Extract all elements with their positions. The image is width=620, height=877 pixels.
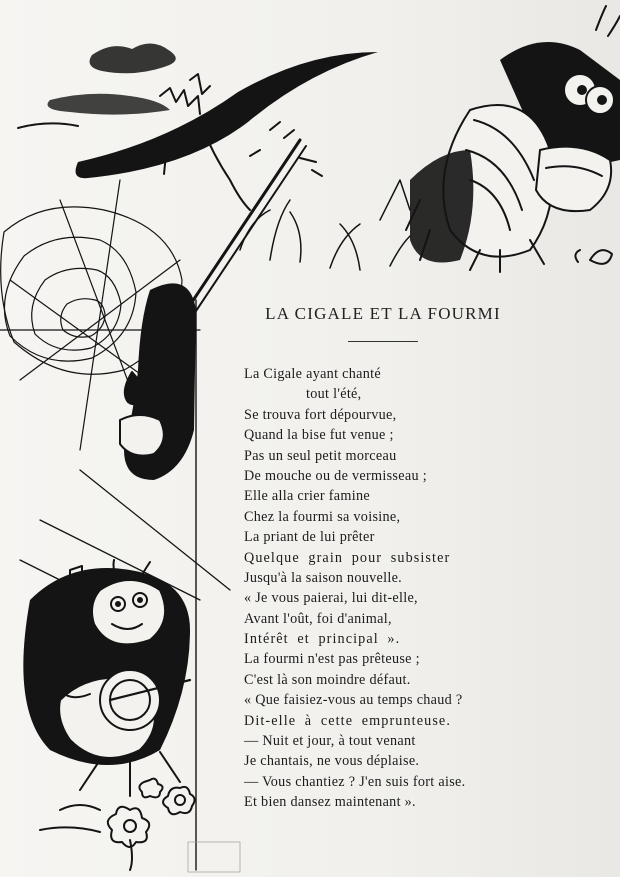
poem-line: tout l'été,	[306, 386, 362, 403]
cloud-icon	[18, 43, 176, 128]
poem-line: Se trouva fort dépourvue,	[244, 406, 397, 423]
poem-line: Quelque grain pour subsister	[244, 549, 451, 566]
poem-line: De mouche ou de vermisseau ;	[244, 467, 427, 484]
leaf-icon	[575, 250, 612, 264]
poem-line: Chez la fourmi sa voisine,	[244, 508, 401, 525]
poem-line: Jusqu'à la saison nouvelle.	[244, 569, 403, 586]
poem-line: Dit-elle à cette emprunteuse.	[244, 712, 451, 729]
poem-line: Et bien dansez maintenant ».	[244, 794, 416, 811]
poem-line: Quand la bise fut venue ;	[244, 427, 394, 444]
title-divider	[348, 341, 418, 342]
poem-line: « Je vous paierai, lui dit-elle,	[244, 590, 418, 607]
poem-line: Elle alla crier famine	[244, 488, 370, 505]
poem-line: C'est là son moindre défaut.	[244, 671, 411, 688]
poem-line: — Vous chantiez ? J'en suis fort aise.	[244, 773, 466, 790]
cicada-icon	[23, 560, 190, 796]
poem-line: La fourmi n'est pas prêteuse ;	[244, 651, 420, 668]
poem-line: La priant de lui prêter	[244, 529, 375, 546]
poem-line: Je chantais, ne vous déplaise.	[244, 753, 420, 770]
poem-line: Pas un seul petit morceau	[244, 447, 397, 464]
poem-line: — Nuit et jour, à tout venant	[244, 733, 416, 750]
poem-line: Intérêt et principal ».	[244, 631, 401, 648]
flower-icon	[40, 779, 195, 870]
poem-line: Avant l'oût, foi d'animal,	[244, 610, 392, 627]
poem-line: La Cigale ayant chanté	[244, 366, 381, 382]
poem-line: « Que faisiez-vous au temps chaud ?	[244, 692, 463, 709]
poem-title: LA CIGALE ET LA FOURMI	[265, 304, 501, 323]
ant-icon	[406, 6, 620, 272]
poem-text	[244, 364, 544, 813]
